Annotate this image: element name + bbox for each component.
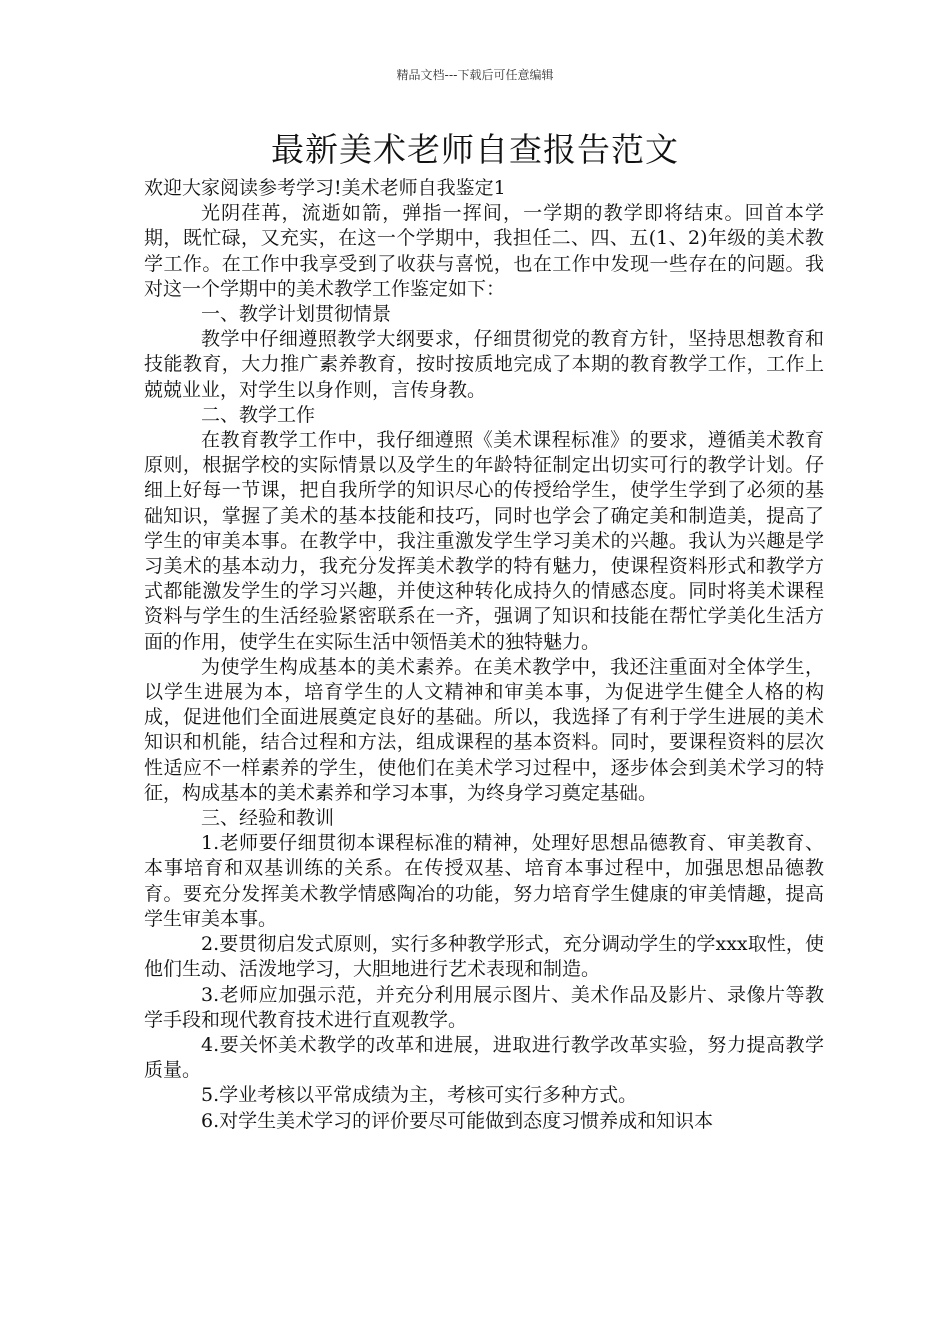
paragraph-teaching: 在教育教学工作中，我仔细遵照《美术课程标准》的要求，遵循美术教育原则，根据学校的实际情景以及学生的年龄特征制定出切实可行的教学计划。仔细上好每一节课，把自我所学的知识尽心的传授给学生，使学生学到了必须的基础知识，掌握了美术的基本技能和技巧，同时也学会了确定美和制造美，提高了学生的审美本事。在教学中，我注重激发学生学习美术的兴趣。我认为兴趣是学习美术的基本动力，我充分发挥美术教学的特有魅力，使课程资料形式和教学方式都能激发学生的学习兴趣，并使这种转化成持久的情感态度。同时将美术课程资料与学生的生活经验紧密联系在一齐，强调了知识和技能在帮忙学美化生活方面的作用，使学生在实际生活中领悟美术的独特魅力。 (144, 429, 824, 653)
document-body (144, 176, 824, 1134)
list-item-4: 4.要关怀美术教学的改革和进展，进取进行教学改革实验，努力提高教学质量。 (144, 1033, 824, 1082)
list-item-5: 5.学业考核以平常成绩为主，考核可实行多种方式。 (201, 1084, 638, 1107)
intro-line: 欢迎大家阅读参考学习!美术老师自我鉴定1 (144, 177, 506, 199)
list-item-6: 6.对学生美术学习的评价要尽可能做到态度习惯养成和知识本 (201, 1109, 714, 1132)
section-heading-3: 三、经验和教训 (201, 807, 335, 830)
page-header: 精品文档---下载后可任意编辑 (396, 68, 554, 82)
list-item-3: 3.老师应加强示范，并充分利用展示图片、美术作品及影片、录像片等教学手段和现代教育技术进行直观教学。 (144, 983, 824, 1031)
paragraph-plan: 教学中仔细遵照教学大纲要求，仔细贯彻党的教育方针，坚持思想教育和技能教育，大力推广素养教育，按时按质地完成了本期的教育教学工作，工作上兢兢业业，对学生以身作则，言传身教。 (144, 328, 824, 401)
paragraph-literacy: 为使学生构成基本的美术素养。在美术教学中，我还注重面对全体学生，以学生进展为本，培育学生的人文精神和审美本事，为促进学生健全人格的构成，促进他们全面进展奠定良好的基础。所以，我选择了有利于学生进展的美术知识和机能，结合过程和方法，组成课程的基本资料。同时，要课程资料的层次性适应不一样素养的学生，使他们在美术学习过程中，逐步体会到美术学习的特征，构成基本的美术素养和学习本事，为终身学习奠定基础。 (144, 655, 824, 804)
document-title: 最新美术老师自查报告范文 (271, 130, 679, 169)
list-item-1: 1.老师要仔细贯彻本课程标准的精神，处理好思想品德教育、审美教育、本事培育和双基训练的关系。在传授双基、培育本事过程中，加强思想品德教育。要充分发挥美术教学情感陶冶的功能，努力培育学生健康的审美情趣，提高学生审美本事。 (144, 832, 824, 930)
paragraph-opening: 光阴荏苒，流逝如箭，弹指一挥间，一学期的教学即将结束。回首本学期，既忙碌，又充实，在这一个学期中，我担任二、四、五(1、2)年级的美术教学工作。在工作中我享受到了收获与喜悦，也在工作中发现一些存在的问题。我对这一个学期中的美术教学工作鉴定如下： (144, 202, 824, 300)
list-item-2: 2.要贯彻启发式原则，实行多种教学形式，充分调动学生的学xxx取性，使他们生动、活泼地学习，大胆地进行艺术表现和制造。 (144, 933, 824, 981)
section-heading-1: 一、教学计划贯彻情景 (201, 303, 392, 326)
section-heading-2: 二、教学工作 (201, 403, 316, 426)
